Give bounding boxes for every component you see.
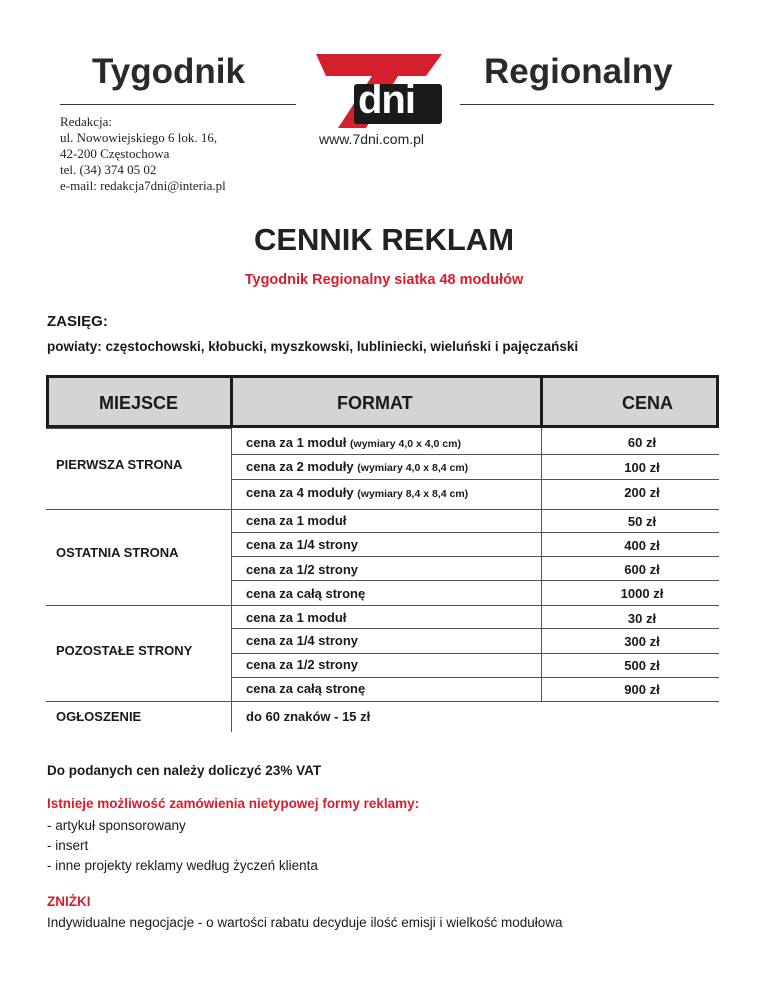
special-item: - artykuł sponsorowany: [47, 818, 186, 833]
address-line: 42-200 Częstochowa: [60, 146, 170, 161]
price-cell: 100 zł: [624, 460, 660, 475]
price-cell: 900 zł: [624, 682, 660, 697]
price-cell: 200 zł: [624, 485, 660, 500]
format-detail: (wymiary 4,0 x 8,4 cm): [357, 462, 469, 474]
row-divider: [232, 532, 719, 533]
format-cell: cena za 1/4 strony: [246, 633, 358, 648]
place-pozostale-strony: POZOSTAŁE STRONY: [56, 643, 193, 658]
table-header: [46, 375, 719, 428]
header-divider: [230, 375, 233, 428]
discounts-heading: ZNIŻKI: [47, 894, 91, 909]
header-rule-right: [460, 104, 714, 105]
header-miejsce: MIEJSCE: [99, 393, 179, 413]
header-word-left: Tygodnik: [92, 52, 245, 91]
column-divider: [541, 428, 542, 701]
logo-text: dni: [358, 78, 415, 122]
row-divider: [232, 677, 719, 678]
row-divider: [232, 580, 719, 581]
special-item: - inne projekty reklamy według życzeń klienta: [47, 858, 318, 873]
website-link[interactable]: www.7dni.com.pl: [319, 131, 425, 147]
price-cell: 400 zł: [624, 538, 660, 553]
price-cell: 60 zł: [627, 435, 657, 450]
ogloszenie-price: do 60 znaków - 15 zł: [246, 709, 371, 724]
price-cell: 500 zł: [624, 658, 660, 673]
place-pierwsza-strona: PIERWSZA STRONA: [56, 457, 183, 472]
special-heading: Istnieje możliwość zamówienia nietypowej formy reklamy:: [47, 796, 420, 811]
address-email: e-mail: redakcja7dni@interia.pl: [60, 178, 226, 193]
price-cell: 50 zł: [627, 514, 657, 529]
format-cell: [246, 435, 461, 450]
price-table: [46, 375, 719, 724]
place-ogloszenie: OGŁOSZENIE: [56, 709, 142, 724]
format-cell: cena za całą stronę: [246, 586, 366, 601]
logo: [314, 52, 446, 128]
format-cell: [246, 459, 468, 474]
price-cell: 1000 zł: [620, 586, 664, 601]
place-ostatnia-strona: OSTATNIA STRONA: [56, 545, 179, 560]
format-detail: (wymiary 8,4 x 8,4 cm): [357, 488, 469, 500]
format-cell: cena za 1/2 strony: [246, 657, 358, 672]
price-cell: 600 zł: [624, 562, 660, 577]
group-divider: [46, 701, 719, 702]
page-title: CENNIK REKLAM: [253, 222, 515, 257]
format-label: cena za 1 moduł: [246, 435, 347, 450]
discounts-text: Indywidualne negocjacje - o wartości rabatu decyduje ilość emisji i wielkość modułowa: [47, 915, 563, 930]
row-divider: [232, 653, 719, 654]
format-label: cena za 2 moduły: [246, 459, 354, 474]
row-divider: [46, 428, 232, 429]
row-divider: [232, 454, 719, 455]
header-cena: CENA: [622, 393, 674, 413]
row-divider: [232, 556, 719, 557]
header-rule-left: [60, 104, 296, 105]
group-divider: [46, 605, 719, 606]
format-cell: cena za całą stronę: [246, 681, 366, 696]
address-line: ul. Nowowiejskiego 6 lok. 16,: [60, 130, 218, 145]
group-divider: [46, 509, 719, 510]
format-cell: cena za 1 moduł: [246, 513, 347, 528]
zasieg-heading: ZASIĘG:: [47, 313, 108, 330]
header-format: FORMAT: [337, 393, 413, 413]
vat-note: Do podanych cen należy doliczyć 23% VAT: [47, 763, 322, 778]
row-divider: [232, 479, 719, 480]
column-divider: [231, 428, 232, 732]
header-divider: [540, 375, 543, 428]
header-word-right: Regionalny: [484, 52, 673, 91]
format-cell: [246, 485, 468, 500]
row-divider: [232, 628, 719, 629]
address-line: tel. (34) 374 05 02: [60, 162, 157, 177]
price-cell: 300 zł: [624, 634, 660, 649]
special-item: - insert: [47, 838, 89, 853]
address-line: Redakcja:: [60, 114, 112, 129]
page-subtitle: Tygodnik Regionalny siatka 48 modułów: [244, 272, 524, 288]
price-cell: 30 zł: [627, 611, 657, 626]
format-label: cena za 4 moduły: [246, 485, 354, 500]
format-cell: cena za 1 moduł: [246, 610, 347, 625]
format-cell: cena za 1/4 strony: [246, 537, 358, 552]
format-detail: (wymiary 4,0 x 4,0 cm): [350, 438, 461, 450]
address-block: [60, 114, 226, 194]
zasieg-text: powiaty: częstochowski, kłobucki, myszkowski, lubliniecki, wieluński i pajęczański: [47, 339, 579, 354]
format-cell: cena za 1/2 strony: [246, 562, 358, 577]
